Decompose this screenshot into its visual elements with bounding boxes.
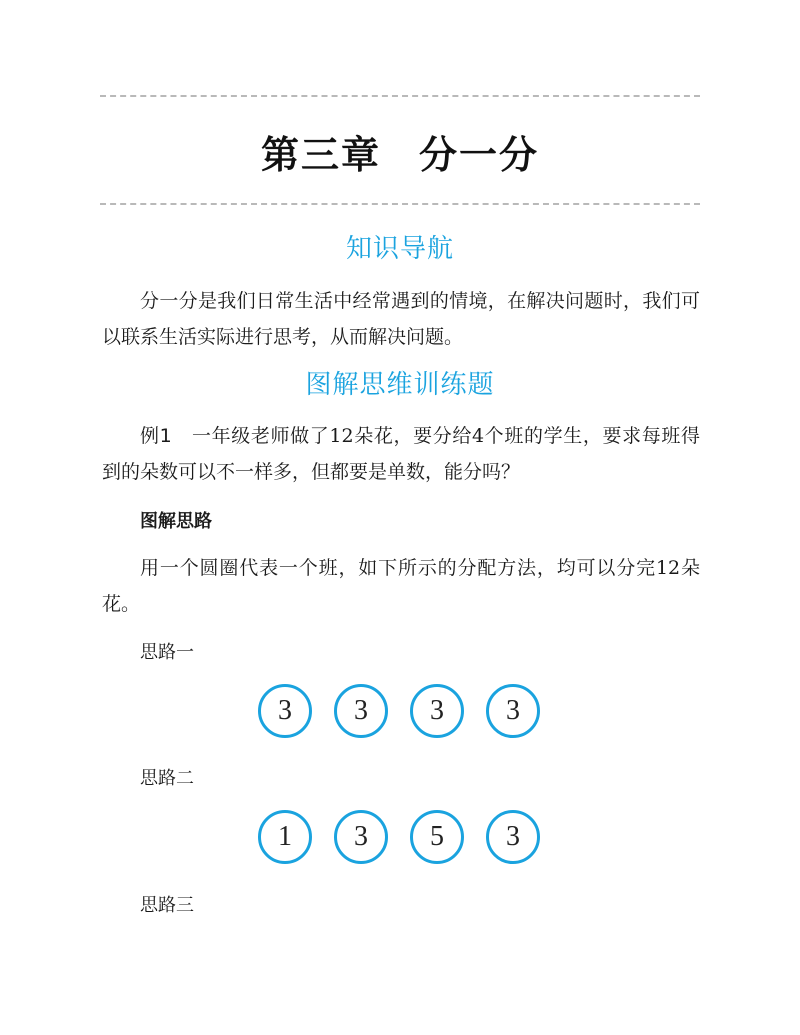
example-label: 例1: [140, 425, 172, 447]
chapter-title: [0, 124, 800, 179]
example-text: 一年级老师做了12朵花，要分给4个班的学生，要求每班得到的朵数可以不一样多，但都要是单数，能分吗？: [102, 425, 700, 483]
class-circle: 3: [486, 684, 540, 738]
class-circle: 1: [258, 810, 312, 864]
training-heading: 图解思维训练题: [305, 370, 495, 400]
class-circle: 3: [334, 810, 388, 864]
solution-intro: 用一个圆圈代表一个班，如下所示的分配方法，均可以分完12朵花。: [102, 557, 700, 615]
class-circle: 3: [486, 810, 540, 864]
class-circle: 3: [410, 684, 464, 738]
approach-2-label: 思路二: [140, 768, 194, 789]
knowledge-text: 分一分是我们日常生活中经常遇到的情境，在解决问题时，我们可以联系生活实际进行思考，从而解决问题。: [102, 290, 700, 348]
bottom-divider: [100, 203, 700, 205]
knowledge-heading: 知识导航: [345, 234, 454, 264]
approach-1-label: 思路一: [140, 642, 194, 663]
approach-1-circles: [258, 684, 548, 740]
chapter-number: 第三章: [260, 133, 381, 177]
example-paragraph: [102, 418, 700, 490]
top-divider: [100, 95, 700, 97]
chapter-name: 分一分: [419, 133, 540, 177]
solution-heading: 图解思路: [140, 511, 212, 532]
class-circle: 5: [410, 810, 464, 864]
approach-2-circles: [258, 810, 548, 866]
class-circle: 3: [334, 684, 388, 738]
approach-3-label: 思路三: [140, 895, 194, 916]
class-circle: 3: [258, 684, 312, 738]
